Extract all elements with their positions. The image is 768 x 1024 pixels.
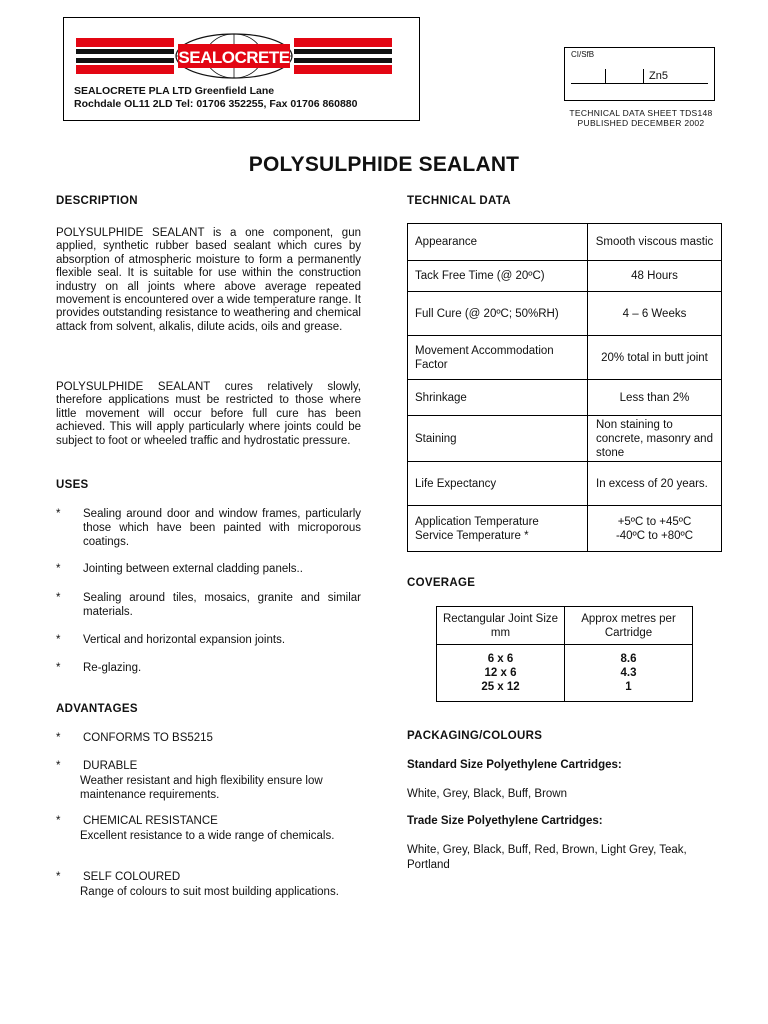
sealocrete-logo [74, 32, 394, 80]
bullet-star: * [56, 871, 61, 883]
trade-cartridges-colours: White, Grey, Black, Buff, Red, Brown, Light Grey, Teak, Portland [407, 844, 687, 871]
tds-number: TECHNICAL DATA SHEET TDS148 [569, 108, 713, 118]
standard-cartridges-title: Standard Size Polyethylene Cartridges: [407, 759, 622, 771]
value-cell [588, 506, 722, 552]
page-title: POLYSULPHIDE SEALANT [248, 153, 520, 176]
coverage-heading: COVERAGE [407, 577, 476, 589]
uses-item [56, 507, 361, 549]
bullet-star: * [56, 508, 61, 520]
table-row [408, 416, 722, 462]
size-cell [437, 645, 565, 702]
description-heading: DESCRIPTION [56, 195, 138, 207]
uses-item-text: Vertical and horizontal expansion joints. [83, 634, 286, 646]
property-cell: Full Cure (@ 20ºC; 50%RH) [408, 292, 588, 336]
property-cell: Movement Accommodation Factor [408, 336, 588, 380]
description-paragraph-1: POLYSULPHIDE SEALANT is a one component, gun applied, synthetic rubber based sealant which cures by absorption of atmospheric moisture to form a permanently flexible seal. It is suitable for use within the construction industry on all joints where above average repeated movement is encountered over a wide temperature range. It provides outstanding resistance to weathering and chemical attack from solvent, alkalis, dilute acids, oils and grease. [56, 227, 361, 333]
property-cell: Appearance [408, 224, 588, 261]
bullet-star: * [56, 563, 61, 575]
uses-item-text: Sealing around tiles, mosaics, granite and similar materials. [83, 592, 361, 618]
advantage-title: CONFORMS TO BS5215 [83, 732, 213, 744]
standard-cartridges-colours: White, Grey, Black, Buff, Brown [407, 788, 567, 800]
cisfb-baseline [571, 83, 708, 84]
cisfb-divider [605, 69, 606, 83]
column-header: Rectangular Joint Size mm [437, 607, 565, 645]
bullet-star: * [56, 592, 61, 604]
table-header-row [437, 607, 693, 645]
advantage-item [56, 814, 376, 843]
value-cell: 4 – 6 Weeks [588, 292, 722, 336]
uses-item [56, 661, 361, 675]
uses-heading: USES [56, 479, 89, 491]
address-line-2: Rochdale OL11 2LD Tel: 01706 352255, Fax 01706 860880 [74, 98, 358, 110]
property-cell: Tack Free Time (@ 20ºC) [408, 261, 588, 292]
cisfb-label: CI/SfB [571, 50, 595, 59]
table-row [408, 224, 722, 261]
advantage-item [56, 731, 376, 746]
advantage-title: SELF COLOURED [83, 871, 181, 883]
uses-item [56, 591, 361, 619]
metres-cell [565, 645, 693, 702]
publish-date: PUBLISHED DECEMBER 2002 [577, 118, 705, 128]
bullet-star: * [56, 760, 61, 772]
value-line: -40ºC to +80ºC [615, 529, 694, 542]
size-value: 25 x 12 [481, 681, 520, 693]
table-row [408, 506, 722, 552]
advantages-heading: ADVANTAGES [56, 703, 138, 715]
bullet-star: * [56, 732, 61, 744]
bullet-star: * [56, 634, 61, 646]
property-line: Application Temperature [415, 515, 539, 528]
address-line-1: SEALOCRETE PLA LTD Greenfield Lane [74, 85, 275, 97]
size-value: 6 x 6 [487, 653, 514, 665]
advantage-description: Excellent resistance to a wide range of chemicals. [80, 829, 335, 842]
advantage-description: Weather resistant and high flexibility ensure low maintenance requirements. [80, 774, 323, 801]
svg-text:SEALOCRETE: SEALOCRETE [178, 48, 290, 67]
advantage-title: DURABLE [83, 760, 138, 772]
metres-value: 4.3 [620, 667, 637, 679]
cisfb-divider [643, 69, 644, 83]
bullet-star: * [56, 815, 61, 827]
uses-item-text: Sealing around door and window frames, particularly those which have been painted with microporous coatings. [83, 508, 361, 548]
property-cell [408, 506, 588, 552]
property-cell: Staining [408, 416, 588, 462]
uses-item-text: Jointing between external cladding panels.. [83, 563, 303, 575]
property-cell: Shrinkage [408, 380, 588, 416]
table-row [408, 261, 722, 292]
value-cell: 20% total in butt joint [588, 336, 722, 380]
size-value: 12 x 6 [484, 667, 517, 679]
advantage-title: CHEMICAL RESISTANCE [83, 815, 218, 827]
property-line: Service Temperature * [415, 529, 529, 542]
description-paragraph-2: POLYSULPHIDE SEALANT cures relatively slowly, therefore applications must be restricted to those where little movement will occur before full cure has been achieved. This will apply particularly where joints could be subject to foot or wheeled traffic and hydrostatic pressure. [56, 381, 361, 447]
uses-item [56, 562, 361, 576]
table-row [408, 336, 722, 380]
value-cell: Smooth viscous mastic [588, 224, 722, 261]
advantage-item [56, 870, 376, 899]
metres-value: 8.6 [620, 653, 637, 665]
packaging-heading: PACKAGING/COLOURS [407, 730, 543, 742]
advantage-item [56, 759, 376, 803]
metres-value: 1 [625, 681, 632, 693]
value-line: +5ºC to +45ºC [617, 515, 692, 528]
bullet-star: * [56, 662, 61, 674]
column-header: Approx metres per Cartridge [565, 607, 693, 645]
value-cell: Non staining to concrete, masonry and stone [588, 416, 722, 462]
table-row [408, 380, 722, 416]
uses-item-text: Re-glazing. [83, 662, 142, 674]
uses-item [56, 633, 361, 647]
table-row [408, 292, 722, 336]
cisfb-classification-box [564, 47, 715, 101]
company-header-box [63, 17, 420, 121]
advantage-description: Range of colours to suit most building applications. [80, 885, 339, 898]
table-row [437, 645, 693, 702]
cisfb-code: Zn5 [649, 70, 668, 82]
technical-data-table [407, 223, 722, 552]
value-cell: Less than 2% [588, 380, 722, 416]
property-cell: Life Expectancy [408, 462, 588, 506]
trade-cartridges-title: Trade Size Polyethylene Cartridges: [407, 815, 603, 827]
table-row [408, 462, 722, 506]
value-cell: 48 Hours [588, 261, 722, 292]
technical-data-heading: TECHNICAL DATA [407, 195, 511, 207]
value-cell: In excess of 20 years. [588, 462, 722, 506]
coverage-table [436, 606, 693, 702]
